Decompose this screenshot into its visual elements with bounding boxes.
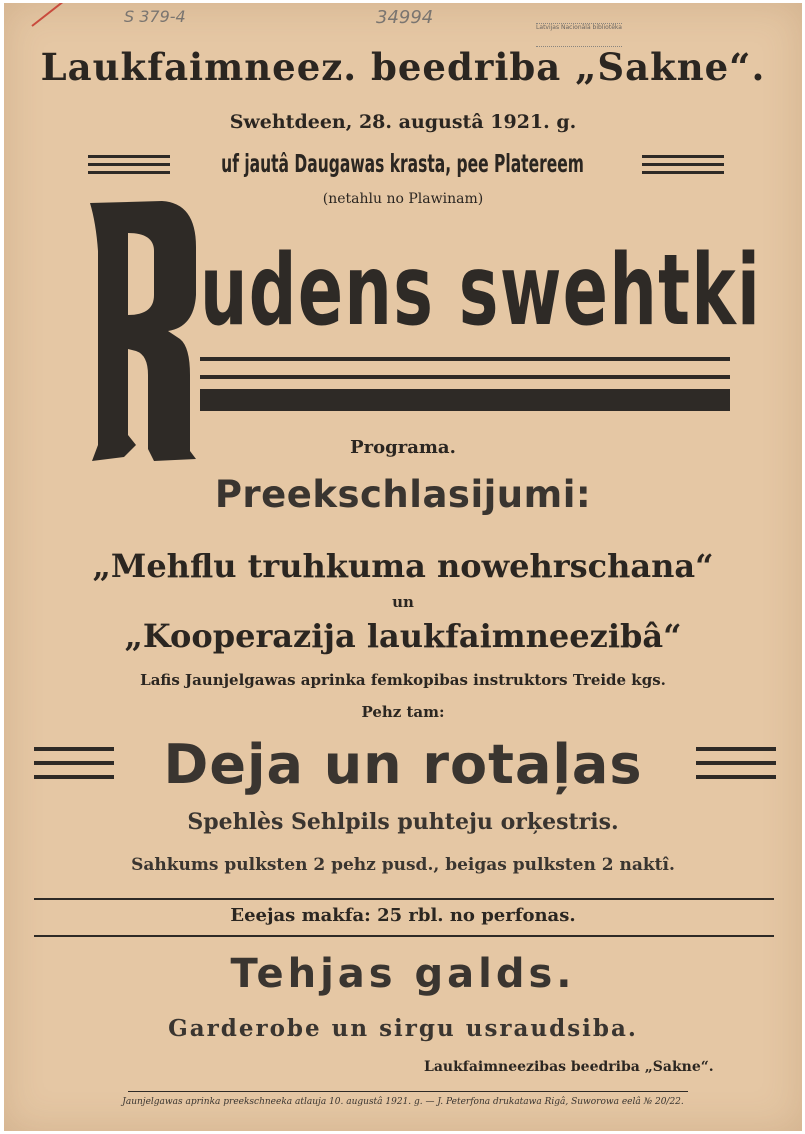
lecture-1: „Mehflu truhkuma nowehrschana“ xyxy=(92,547,714,585)
printer-footer: Jaunjelgawas aprinka preekschneeka atlauja 10. augustâ 1921. g. — J. Peterfona drukatawa Rigâ, Suworowa eelâ № 20/22. xyxy=(122,1097,684,1107)
tea-heading: Tehjas galds. xyxy=(230,951,576,997)
number-annotation: 34994 xyxy=(376,7,434,28)
shelfmark-annotation: S 379-4 xyxy=(124,7,186,26)
poster-sheet xyxy=(4,3,802,1131)
times-line: Sahkums pulksten 2 pehz pusd., beigas pulksten 2 naktî. xyxy=(131,855,675,875)
title-rule-2 xyxy=(200,375,730,379)
place-line: uf jautâ Daugawas krasta, pee Platereem xyxy=(221,149,585,178)
place-note: (netahlu no Plawinam) xyxy=(322,191,484,207)
signature: Laukfaimneezibas beedriba „Sakne“. xyxy=(424,1059,714,1075)
lecturer-line: Lafis Jaunjelgawas aprinka femkopibas instruktors Treide kgs. xyxy=(140,671,666,689)
program-label: Programa. xyxy=(350,437,456,458)
org-heading: Laukfaimneez. beedriba „Sakne“. xyxy=(40,45,766,89)
lectures-heading: Preekschlasijumi: xyxy=(214,473,592,516)
admission-rule-top xyxy=(34,898,774,900)
red-pencil-mark xyxy=(31,3,80,27)
footer-rule xyxy=(128,1091,688,1092)
admission-line: Eeejas makfa: 25 rbl. no perfonas. xyxy=(230,905,576,926)
orchestra-line: Spehlès Sehlpils puhteju orķestris. xyxy=(187,809,619,835)
library-stamp xyxy=(536,23,622,47)
decorative-initial-r xyxy=(84,199,202,465)
services-line: Garderobe un sirgu usraudsiba. xyxy=(168,1015,638,1042)
admission-rule-bottom xyxy=(34,935,774,937)
dance-heading: Deja un rotaļas xyxy=(163,733,643,796)
date-line: Swehtdeen, 28. augustâ 1921. g. xyxy=(229,111,577,133)
title-rule-1 xyxy=(200,357,730,361)
event-title: udens swehtki xyxy=(200,234,762,348)
after-line: Pehz tam: xyxy=(361,703,445,721)
library-stamp-text: Latvijas Nacionālā bibliotēka xyxy=(536,24,622,31)
lecture-2: „Kooperazija laukfaimneezibâ“ xyxy=(124,617,682,655)
title-rule-3 xyxy=(200,389,730,411)
conjunction: un xyxy=(392,593,414,611)
